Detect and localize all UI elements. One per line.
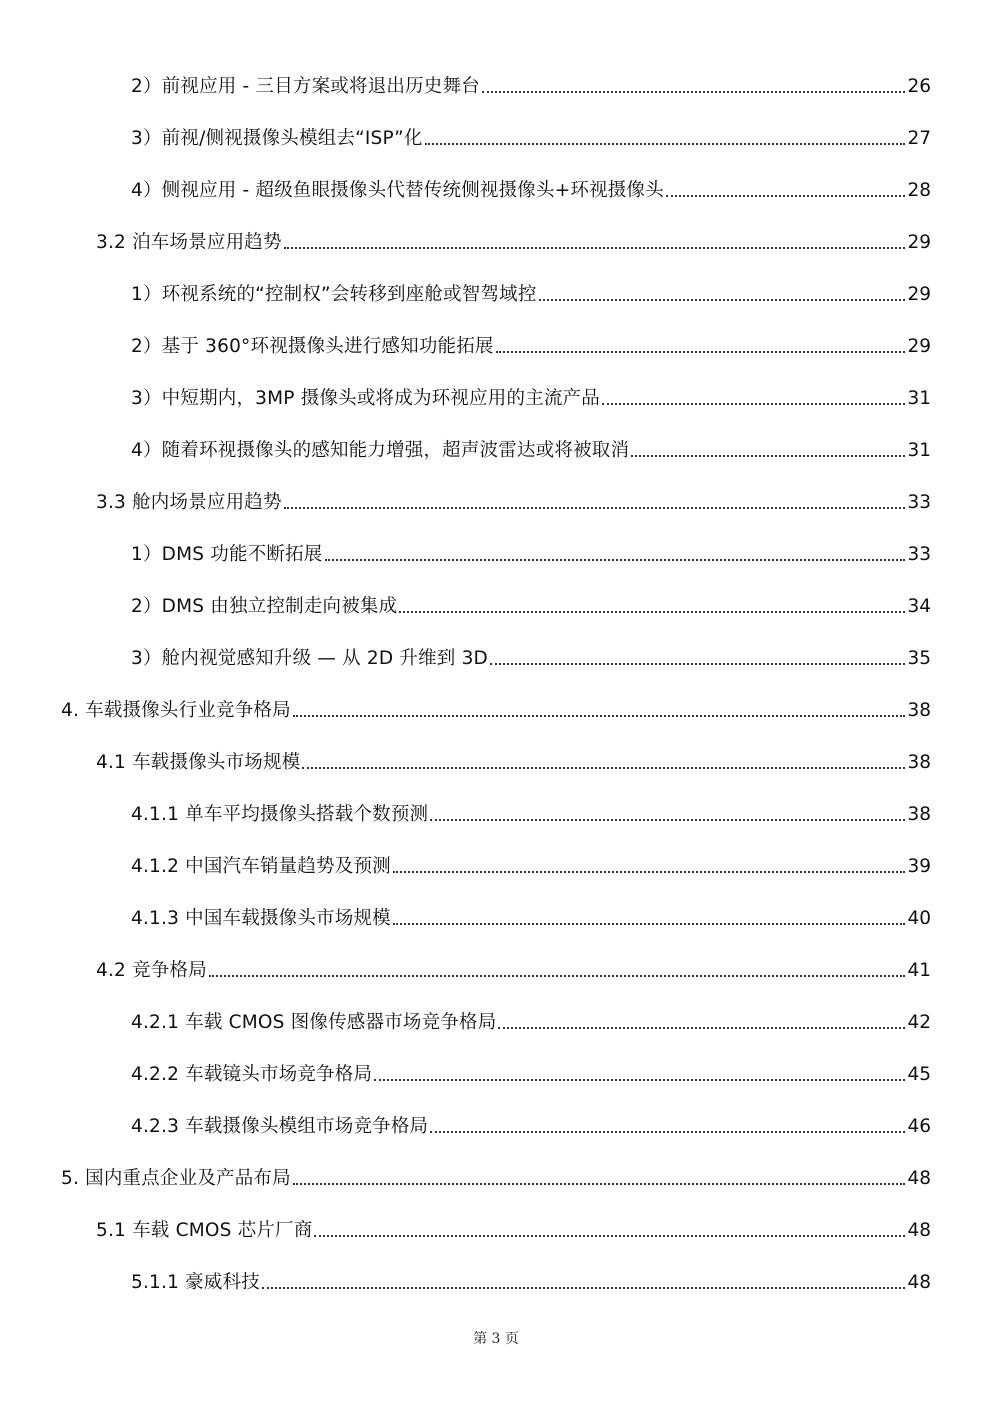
toc-entry-title: 3）舱内视觉感知升级 — 从 2D 升维到 3D — [131, 648, 489, 669]
toc-entry-page: 42 — [907, 1012, 931, 1033]
toc-dot-leader — [399, 611, 905, 613]
toc-entry[interactable] — [0, 1205, 992, 1257]
toc-entry-page: 31 — [907, 388, 931, 409]
toc-entry[interactable] — [0, 581, 992, 633]
toc-entry-title: 3）中短期内，3MP 摄像头或将成为环视应用的主流产品 — [131, 388, 600, 409]
toc-entry-page: 48 — [907, 1168, 931, 1189]
toc-entry-title: 4.2.2 车载镜头市场竞争格局 — [131, 1064, 373, 1085]
toc-entry-page: 29 — [907, 336, 931, 357]
toc-entry-title: 5. 国内重点企业及产品布局 — [61, 1168, 291, 1189]
toc-entry-page: 41 — [907, 960, 931, 981]
toc-entry-title: 4. 车载摄像头行业竞争格局 — [61, 700, 291, 721]
toc-entry[interactable] — [0, 997, 992, 1049]
toc-entry-page: 29 — [907, 232, 931, 253]
toc-entry-page: 40 — [907, 908, 931, 929]
toc-entry-page: 33 — [907, 544, 931, 565]
toc-entry-page: 38 — [907, 804, 931, 825]
toc-entry-page: 48 — [907, 1272, 931, 1293]
toc-entry[interactable] — [0, 61, 992, 113]
toc-dot-leader — [209, 975, 906, 977]
toc-dot-leader — [374, 1079, 905, 1081]
toc-dot-leader — [482, 91, 906, 93]
toc-dot-leader — [393, 871, 906, 873]
toc-entry-page: 26 — [907, 76, 931, 97]
toc-dot-leader — [325, 559, 906, 561]
toc-entry-title: 4.2 竞争格局 — [96, 960, 207, 981]
toc-entry[interactable] — [0, 633, 992, 685]
toc-dot-leader — [602, 403, 906, 405]
toc-entry-page: 34 — [907, 596, 931, 617]
toc-entry-page: 28 — [907, 180, 931, 201]
page-number-footer: 第 3 页 — [473, 1331, 519, 1347]
toc-entry-page: 31 — [907, 440, 931, 461]
toc-dot-leader — [631, 455, 905, 457]
toc-entry-title: 5.1 车载 CMOS 芯片厂商 — [96, 1220, 313, 1241]
toc-entry[interactable] — [0, 945, 992, 997]
toc-entry[interactable] — [0, 373, 992, 425]
toc-dot-leader — [498, 1027, 905, 1029]
toc-entry[interactable] — [0, 1257, 992, 1309]
toc-entry-title: 5.1.1 豪威科技 — [131, 1272, 260, 1293]
toc-dot-leader — [666, 195, 906, 197]
toc-entry[interactable] — [0, 789, 992, 841]
toc-dot-leader — [284, 507, 906, 509]
toc-entry-title: 3.2 泊车场景应用趋势 — [96, 232, 282, 253]
toc-entry-title: 3.3 舱内场景应用趋势 — [96, 492, 282, 513]
toc-entry[interactable] — [0, 529, 992, 581]
toc-entry-title: 3）前视/侧视摄像头模组去“ISP”化 — [131, 128, 423, 149]
toc-entry[interactable] — [0, 893, 992, 945]
toc-dot-leader — [293, 715, 906, 717]
toc-entry-title: 4.1.1 单车平均摄像头搭载个数预测 — [131, 804, 429, 825]
toc-entry[interactable] — [0, 477, 992, 529]
toc-dot-leader — [262, 1287, 906, 1289]
toc-entry-title: 4）侧视应用 - 超级鱼眼摄像头代替传统侧视摄像头+环视摄像头 — [131, 180, 664, 201]
toc-entry[interactable] — [0, 841, 992, 893]
toc-entry-page: 38 — [907, 752, 931, 773]
toc-entry-page: 29 — [907, 284, 931, 305]
toc-entry[interactable] — [0, 113, 992, 165]
toc-entry-title: 4.1.2 中国汽车销量趋势及预测 — [131, 856, 391, 877]
toc-dot-leader — [430, 819, 905, 821]
toc-entry-title: 4.1.3 中国车载摄像头市场规模 — [131, 908, 391, 929]
toc-entry-page: 27 — [907, 128, 931, 149]
toc-entry[interactable] — [0, 165, 992, 217]
toc-entry-title: 2）DMS 由独立控制走向被集成 — [131, 596, 398, 617]
toc-entry-title: 2）前视应用 - 三目方案或将退出历史舞台 — [131, 76, 480, 97]
toc-entry[interactable] — [0, 425, 992, 477]
toc-entry[interactable] — [0, 269, 992, 321]
table-of-contents — [0, 61, 992, 1309]
toc-entry-title: 4.2.1 车载 CMOS 图像传感器市场竞争格局 — [131, 1012, 497, 1033]
toc-entry-page: 39 — [907, 856, 931, 877]
toc-entry-title: 1）DMS 功能不断拓展 — [131, 544, 323, 565]
toc-entry-page: 38 — [907, 700, 931, 721]
toc-entry-title: 4.1 车载摄像头市场规模 — [96, 752, 301, 773]
toc-entry[interactable] — [0, 1153, 992, 1205]
toc-entry-page: 35 — [907, 648, 931, 669]
toc-entry-page: 48 — [907, 1220, 931, 1241]
toc-entry-page: 45 — [907, 1064, 931, 1085]
toc-dot-leader — [302, 767, 905, 769]
toc-entry-page: 46 — [907, 1116, 931, 1137]
toc-dot-leader — [490, 663, 905, 665]
toc-dot-leader — [430, 1131, 905, 1133]
toc-entry[interactable] — [0, 1049, 992, 1101]
toc-entry-title: 1）环视系统的“控制权”会转移到座舱或智驾域控 — [131, 284, 537, 305]
toc-entry[interactable] — [0, 217, 992, 269]
toc-dot-leader — [393, 923, 906, 925]
toc-entry-page: 33 — [907, 492, 931, 513]
toc-entry-title: 4）随着环视摄像头的感知能力增强，超声波雷达或将被取消 — [131, 440, 630, 461]
toc-entry[interactable] — [0, 321, 992, 373]
toc-dot-leader — [425, 143, 906, 145]
toc-entry-title: 4.2.3 车载摄像头模组市场竞争格局 — [131, 1116, 429, 1137]
toc-entry[interactable] — [0, 685, 992, 737]
toc-entry[interactable] — [0, 1101, 992, 1153]
toc-dot-leader — [539, 299, 906, 301]
toc-dot-leader — [284, 247, 906, 249]
toc-entry-title: 2）基于 360°环视摄像头进行感知功能拓展 — [131, 336, 494, 357]
toc-entry[interactable] — [0, 737, 992, 789]
toc-dot-leader — [293, 1183, 906, 1185]
toc-dot-leader — [496, 351, 906, 353]
toc-dot-leader — [314, 1235, 905, 1237]
